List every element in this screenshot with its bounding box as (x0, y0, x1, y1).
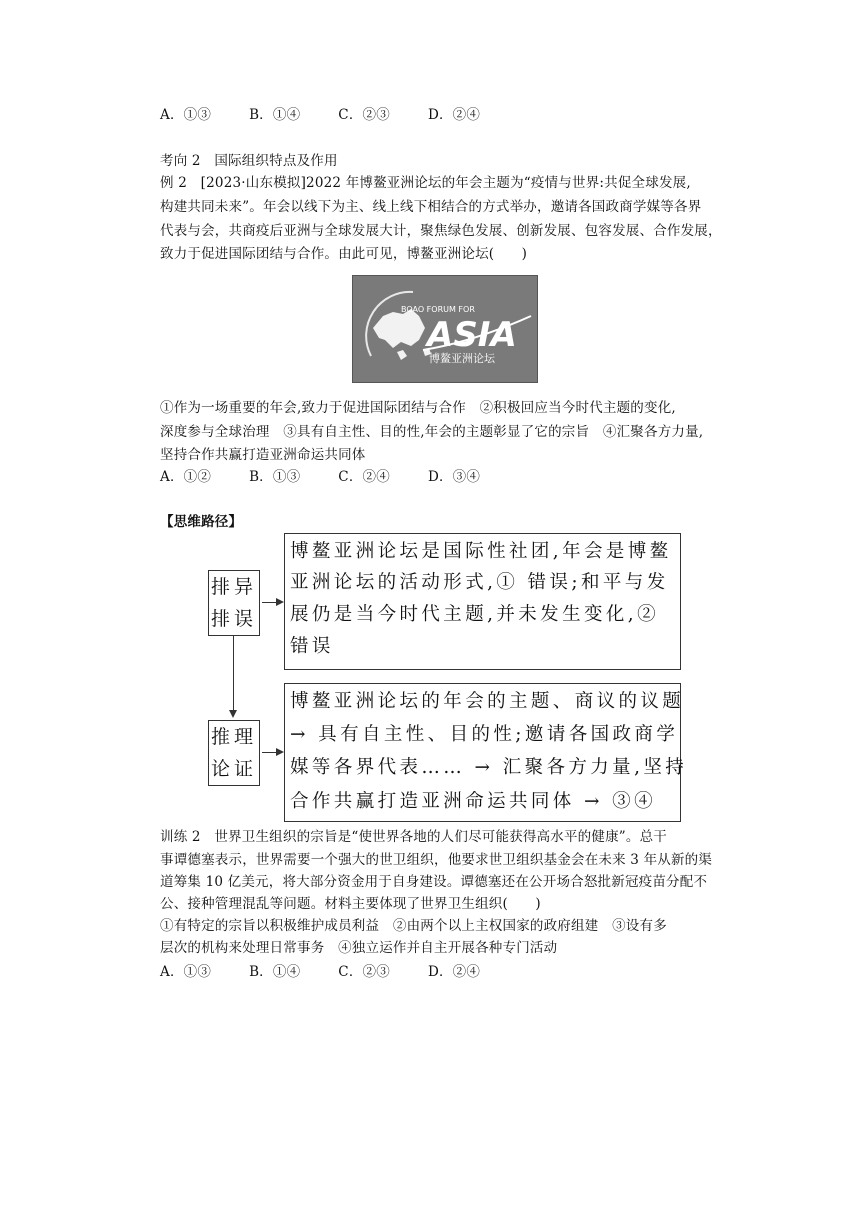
step1-label (208, 570, 260, 636)
training-line-4: 公、接种管理混乱等问题。材料主要体现了世界卫生组织( ) (160, 896, 541, 912)
step2-label-line-1: 推理 (210, 726, 257, 748)
step2-label-line-2: 论证 (210, 758, 257, 780)
example-line-4: 致力于促进国际团结与合作。由此可见，博鳌亚洲论坛( ) (160, 246, 528, 262)
logo-small-text: BOAO FORUM FOR (401, 305, 475, 314)
option-c[interactable]: C．②③ (338, 107, 390, 123)
section-title: 考向 2 国际组织特点及作用 (160, 153, 338, 169)
training-options (160, 961, 705, 983)
example-options (160, 466, 705, 488)
step2-line-1: 博鳌亚洲论坛的年会的主题、商议的议题 (290, 691, 685, 712)
step2-line-4: 合作共赢打造亚洲命运共同体 → ③④ (290, 791, 656, 812)
option-a[interactable]: A．①③ (160, 107, 212, 123)
logo-big-text: ASIA (427, 315, 517, 355)
option-d[interactable]: D．②④ (427, 107, 481, 123)
boao-forum-logo (352, 275, 538, 383)
option-b[interactable]: B．①④ (249, 107, 301, 123)
example-line-1: 例 2 [2023·山东模拟]2022 年博鳌亚洲论坛的年会主题为“疫情与世界:共促全球发展, (160, 175, 691, 191)
option-b[interactable]: B．①③ (249, 469, 301, 485)
boao-logo-graphic (353, 276, 537, 382)
option-a[interactable]: A．①② (160, 469, 212, 485)
step1-line-2: 亚洲论坛的活动形式,① 错误;和平与发 (290, 572, 669, 593)
example-line-2: 构建共同未来”。年会以线下为主、线上线下相结合的方式举办，邀请各国政商学媒等各界 (160, 199, 702, 215)
step1-line-3: 展仍是当今时代主题,并未发生变化,② (290, 604, 659, 625)
training-line-2: 事谭德塞表示，世界需要一个强大的世卫组织，他要求世卫组织基金会在未来 3 年从新的渠 (160, 852, 713, 868)
option-a[interactable]: A．①③ (160, 964, 212, 980)
step2-line-3: 媒等各界代表…… → 汇聚各方力量,坚持 (290, 757, 688, 778)
step1-label-line-2: 排误 (210, 608, 257, 630)
training-line-6: 层次的机构来处理日常事务 ④独立运作并自主开展各种专门活动 (160, 940, 558, 956)
step1-label-line-1: 排异 (210, 576, 257, 598)
statement-line-3: 坚持合作共赢打造亚洲命运共同体 (160, 447, 366, 463)
thinking-path-heading: 【思维路径】 (160, 514, 243, 530)
example-line-3: 代表与会，共商疫后亚洲与全球发展大计，聚焦绿色发展、创新发展、包容发展、合作发展， (160, 223, 722, 239)
option-d[interactable]: D．③④ (427, 469, 481, 485)
step2-line-2: → 具有自主性、目的性;邀请各国政商学 (290, 724, 679, 745)
option-c[interactable]: C．②③ (338, 964, 390, 980)
down-arrow (233, 636, 234, 716)
statement-line-2: 深度参与全球治理 ③具有自主性、目的性,年会的主题彰显了它的宗旨 ④汇聚各方力量, (160, 424, 704, 440)
step1-line-1: 博鳌亚洲论坛是国际性社团,年会是博鳌 (290, 541, 672, 562)
option-d[interactable]: D．②④ (427, 964, 481, 980)
step2-arrow (262, 752, 282, 753)
training-line-5: ①有特定的宗旨以积极维护成员利益 ②由两个以上主权国家的政府组建 ③设有多 (160, 918, 667, 934)
step1-arrow (262, 602, 282, 603)
option-c[interactable]: C．②④ (338, 469, 390, 485)
training-line-3: 道筹集 10 亿美元，将大部分资金用于自身建设。谭德塞还在公开场合怒批新冠疫苗分配不 (160, 874, 708, 890)
logo-cn-text: 博鳌亚洲论坛 (429, 352, 495, 365)
step1-line-4: 错误 (290, 636, 334, 657)
prev-options (160, 104, 705, 126)
option-b[interactable]: B．①④ (249, 964, 301, 980)
training-line-1: 训练 2 世界卫生组织的宗旨是“使世界各地的人们尽可能获得高水平的健康”。总干 (160, 829, 667, 845)
statement-line-1: ①作为一场重要的年会,致力于促进国际团结与合作 ②积极回应当今时代主题的变化, (160, 400, 676, 416)
step2-label (208, 720, 260, 786)
